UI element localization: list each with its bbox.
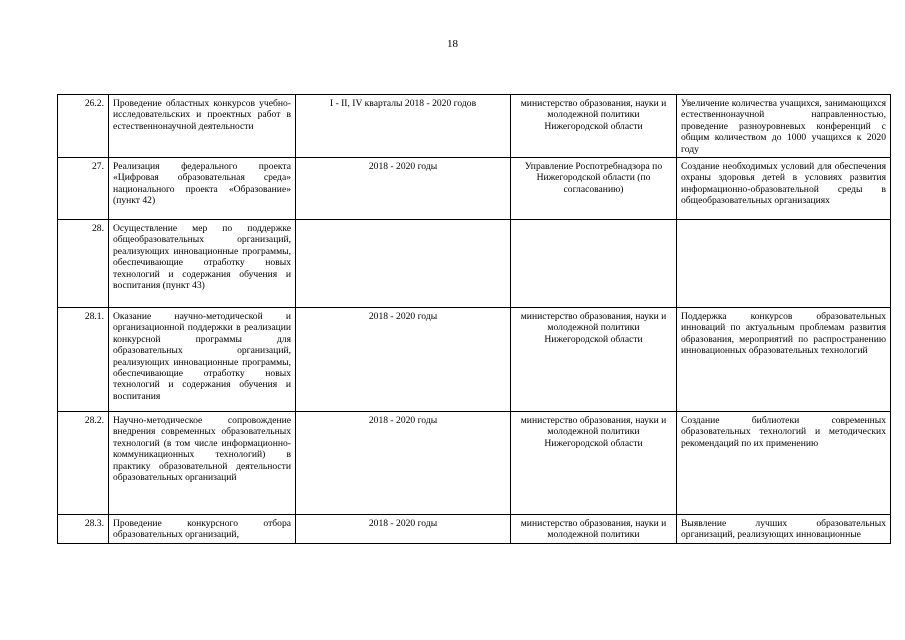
event-cell: Реализация федерального проекта «Цифровая образовательная среда» национального проекта «Образование» (пункт 42)	[109, 158, 296, 220]
event-cell: Проведение областных конкурсов учебно-исследовательских и проектных работ в естественнонаучной деятельности	[109, 95, 296, 158]
row-number: 26.2.	[58, 95, 109, 158]
executor-cell: министерство образования, науки и молодежной политики Нижегородской области	[511, 95, 677, 158]
event-cell: Оказание научно-методической и организационной поддержки в реализации конкурсной программы для образовательных организаций, реализующих инновационные программы, обеспечивающие отработку новых технологий и содержания обучения и воспитания	[109, 308, 296, 412]
term-cell: I - II, IV кварталы 2018 - 2020 годов	[296, 95, 511, 158]
result-cell: Поддержка конкурсов образовательных инноваций по актуальным проблемам развития образования, мероприятий по распространению инновационных образовательных технологий	[677, 308, 891, 412]
table-row	[58, 515, 891, 544]
measures-table	[57, 94, 891, 544]
row-number: 27.	[58, 158, 109, 220]
row-number: 28.3.	[58, 515, 109, 544]
result-cell: Создание необходимых условий для обеспечения охраны здоровья детей в условиях развития информационно-образовательной среды в общеобразовательных организациях	[677, 158, 891, 220]
result-cell: Создание библиотеки современных образовательных технологий и методических рекомендаций по их применению	[677, 412, 891, 515]
table-row	[58, 412, 891, 515]
table-row	[58, 308, 891, 412]
term-cell: 2018 - 2020 годы	[296, 412, 511, 515]
executor-cell: министерство образования, науки и молодежной политики Нижегородской области	[511, 412, 677, 515]
result-cell	[677, 220, 891, 308]
row-number: 28.1.	[58, 308, 109, 412]
term-cell: 2018 - 2020 годы	[296, 515, 511, 544]
result-cell: Выявление лучших образовательных организаций, реализующих инновационные	[677, 515, 891, 544]
term-cell: 2018 - 2020 годы	[296, 308, 511, 412]
term-cell: 2018 - 2020 годы	[296, 158, 511, 220]
table-row	[58, 158, 891, 220]
executor-cell: министерство образования, науки и молодежной политики Нижегородской области	[511, 308, 677, 412]
result-cell: Увеличение количества учащихся, занимающихся естественнонаучной направленностью, проведение разноуровневых конференций с общим количеством до 1000 учащихся к 2020 году	[677, 95, 891, 158]
event-cell: Научно-методическое сопровождение внедрения современных образовательных технологий (в том числе информационно-коммуникационных технологий) в практику образовательной деятельности образовательных организаций	[109, 412, 296, 515]
table-row	[58, 220, 891, 308]
term-cell	[296, 220, 511, 308]
page-number: 18	[447, 38, 458, 50]
executor-cell	[511, 220, 677, 308]
table-row	[58, 95, 891, 158]
executor-cell: Управление Роспотребнадзора по Нижегородской области (по согласованию)	[511, 158, 677, 220]
event-cell: Осуществление мер по поддержке общеобразовательных организаций, реализующих инновационные программы, обеспечивающие отработку новых технологий и содержания обучения и воспитания (пункт 43)	[109, 220, 296, 308]
row-number: 28.2.	[58, 412, 109, 515]
executor-cell: министерство образования, науки и молодежной политики	[511, 515, 677, 544]
event-cell: Проведение конкурсного отбора образовательных организаций,	[109, 515, 296, 544]
row-number: 28.	[58, 220, 109, 308]
